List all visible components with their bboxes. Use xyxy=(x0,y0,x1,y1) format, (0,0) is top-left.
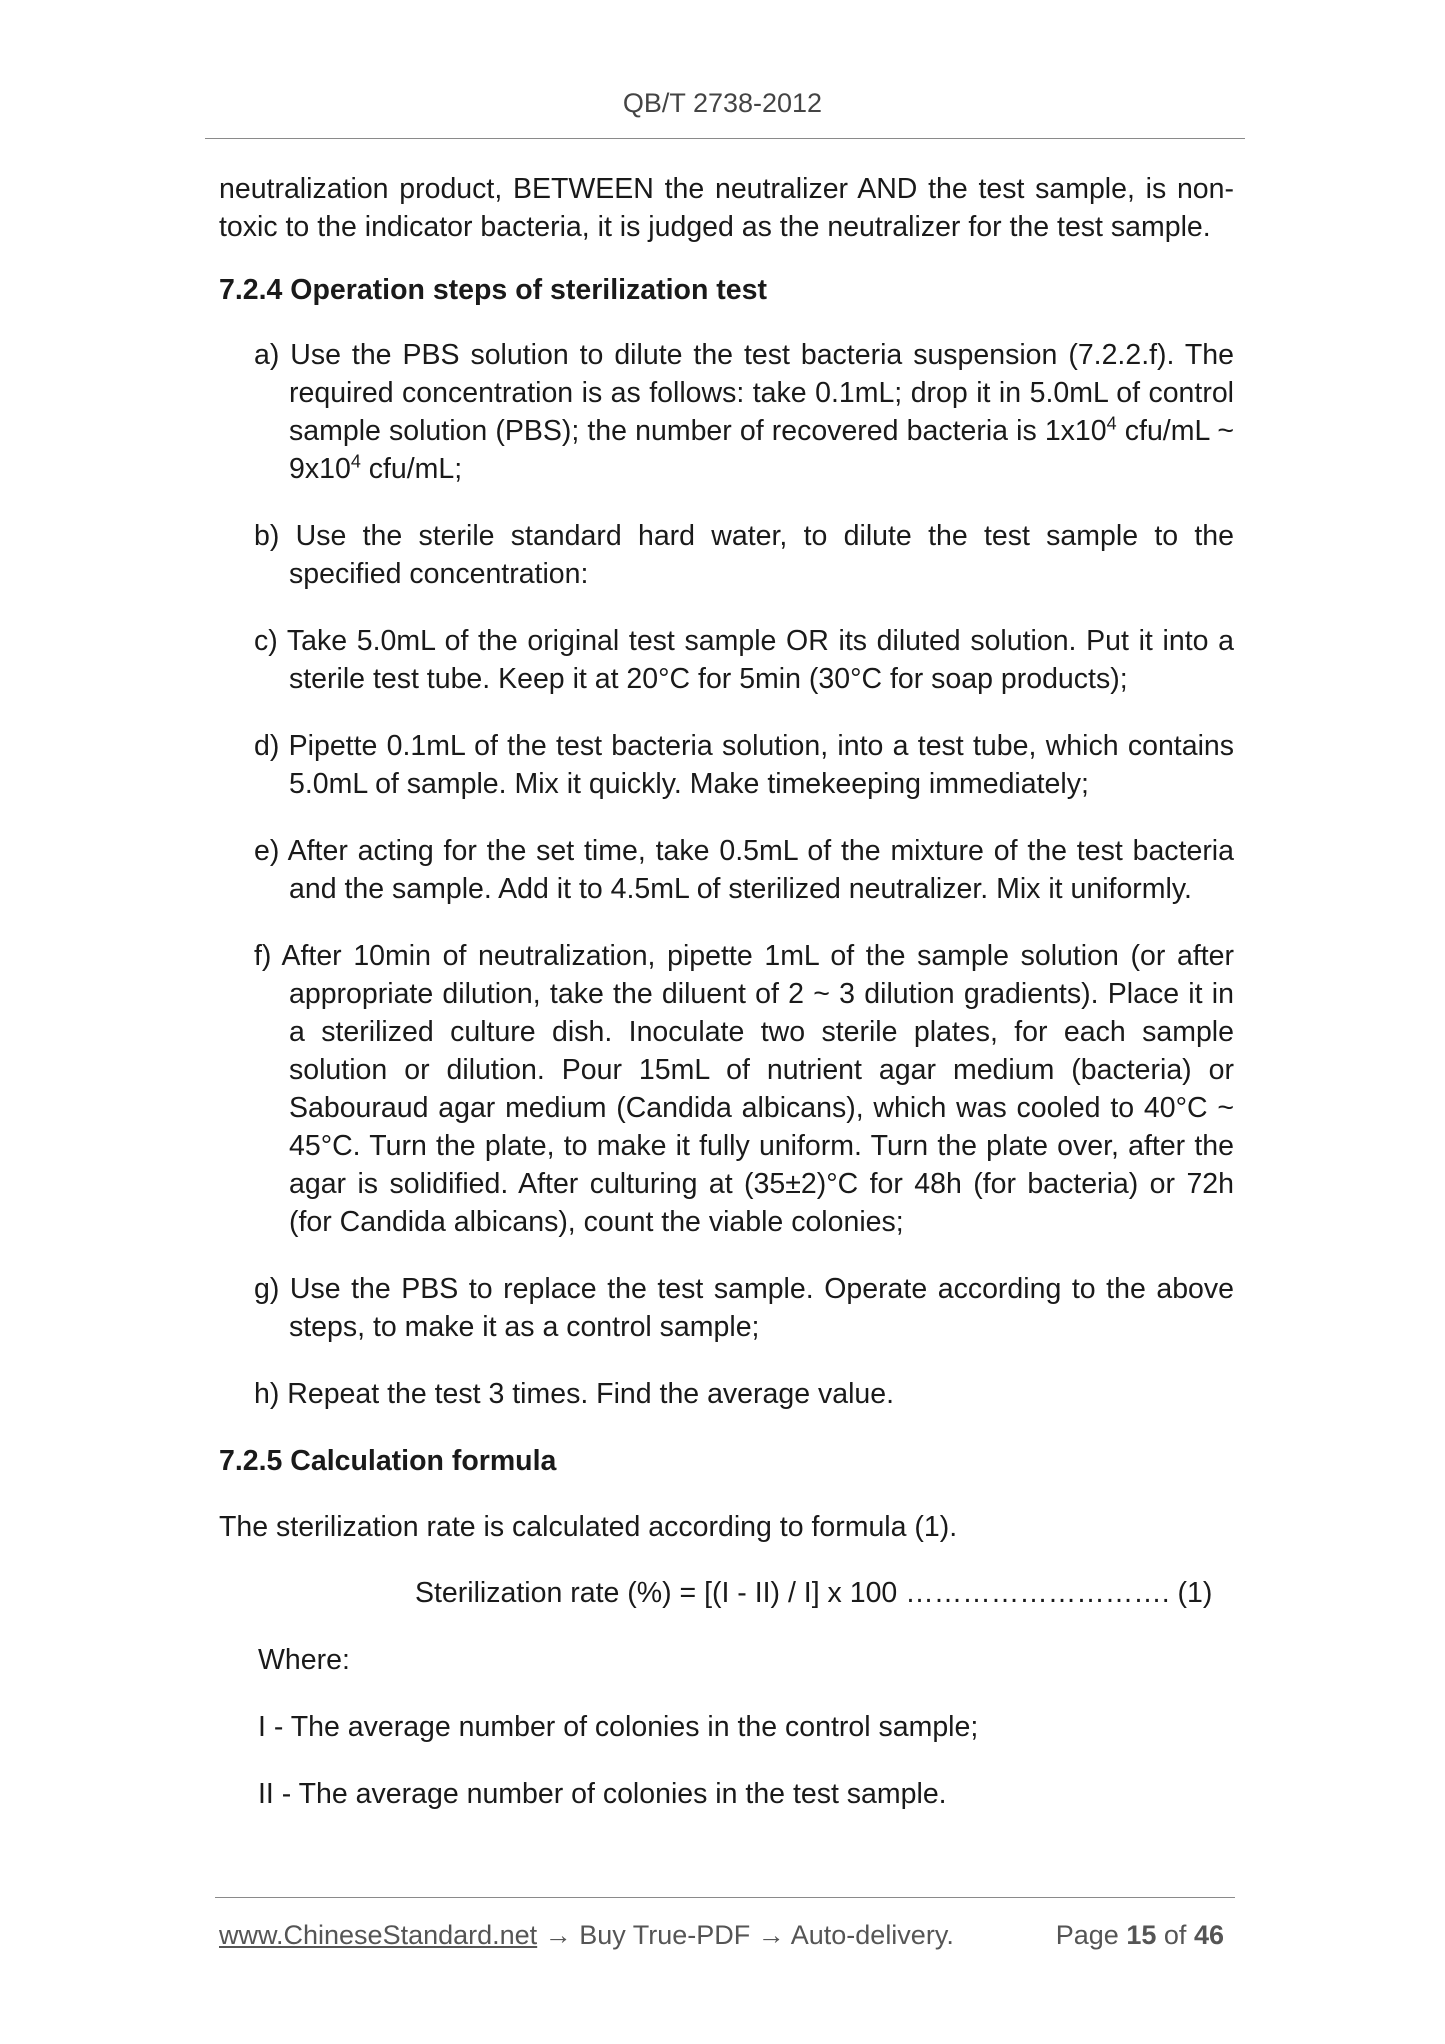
step-g xyxy=(219,1270,1234,1346)
page-body xyxy=(219,170,1234,1842)
footer-tagline: → Buy True-PDF → Auto-delivery. xyxy=(537,1920,954,1950)
step-a-text-mid: cfu/mL ~ 9x10 xyxy=(289,415,1235,485)
step-g-text: g) Use the PBS to replace the test sample. Operate according to the above steps, to make it as a control sample; xyxy=(254,1273,1234,1343)
definition-I: I - The average number of colonies in the control sample; xyxy=(258,1711,979,1743)
current-page: 15 xyxy=(1126,1920,1157,1950)
page-number xyxy=(1056,1920,1224,1951)
step-c-text: c) Take 5.0mL of the original test sample OR its diluted solution. Put it into a sterile test tube. Keep it at 20°C for 5min (30°C for soap products); xyxy=(254,625,1234,695)
exponent: 4 xyxy=(1106,413,1117,434)
header-rule xyxy=(205,138,1245,139)
total-pages: 46 xyxy=(1193,1920,1224,1950)
step-b-text: b) Use the sterile standard hard water, to dilute the test sample to the specified concentration: xyxy=(254,520,1234,590)
step-b xyxy=(219,517,1234,593)
formula-intro: The sterilization rate is calculated according to formula (1). xyxy=(219,1511,958,1543)
step-c xyxy=(219,622,1234,698)
footer-rule xyxy=(215,1897,1235,1898)
step-d xyxy=(219,727,1234,803)
section-heading-7-2-5: 7.2.5 Calculation formula xyxy=(219,1445,557,1477)
website-link[interactable]: www.ChineseStandard.net xyxy=(219,1920,538,1950)
step-f-text: f) After 10min of neutralization, pipette 1mL of the sample solution (or after appropriate dilution, take the diluent of 2 ~ 3 dilution gradients). Place it in a sterilized culture dish. Inoculate two sterile plates, for each sample solution or dilution. Pour 15mL of nutrient agar medium (bacteria) or Sabouraud agar medium (Candida albicans), which was cooled to 40°C ~ 45°C. Turn the plate, to make it fully uniform. Turn the plate over, after the agar is solidified. After culturing at (35±2)°C for 48h (for bacteria) or 72h (for Candida albicans), count the viable colonies; xyxy=(254,940,1234,1238)
where-label: Where: xyxy=(258,1644,350,1676)
step-a-text-end: cfu/mL; xyxy=(360,453,463,485)
page-label: Page xyxy=(1055,1920,1119,1950)
of-label: of xyxy=(1163,1920,1187,1950)
step-a-text: a) Use the PBS solution to dilute the test bacteria suspension (7.2.2.f). The required concentration is as follows: take 0.1mL; drop it in 5.0mL of control sample solution (PBS); the number of recovered bacteria is 1x10 xyxy=(254,339,1234,447)
document-header: QB/T 2738-2012 xyxy=(622,88,823,118)
step-h xyxy=(219,1375,1234,1413)
page-footer xyxy=(219,1920,1234,1951)
step-h-text: h) Repeat the test 3 times. Find the average value. xyxy=(254,1378,895,1410)
exponent: 4 xyxy=(350,451,361,472)
step-e-text: e) After acting for the set time, take 0.5mL of the mixture of the test bacteria and the sample. Add it to 4.5mL of sterilized neutralizer. Mix it uniformly. xyxy=(254,835,1234,905)
steps-list xyxy=(219,336,1234,1413)
definition-II: II - The average number of colonies in the test sample. xyxy=(258,1778,947,1810)
step-d-text: d) Pipette 0.1mL of the test bacteria solution, into a test tube, which contains 5.0mL of sample. Mix it quickly. Make timekeeping immediately; xyxy=(254,730,1234,800)
step-f xyxy=(219,937,1234,1241)
step-e xyxy=(219,832,1234,908)
intro-paragraph: neutralization product, BETWEEN the neutralizer AND the test sample, is non-toxic to the indicator bacteria, it is judged as the neutralizer for the test sample. xyxy=(219,173,1234,243)
formula-1: Sterilization rate (%) = [(I - II) / I] x 100 ………………………. (1) xyxy=(415,1577,1213,1609)
section-heading-7-2-4: 7.2.4 Operation steps of sterilization test xyxy=(219,274,767,306)
step-a xyxy=(219,336,1234,488)
